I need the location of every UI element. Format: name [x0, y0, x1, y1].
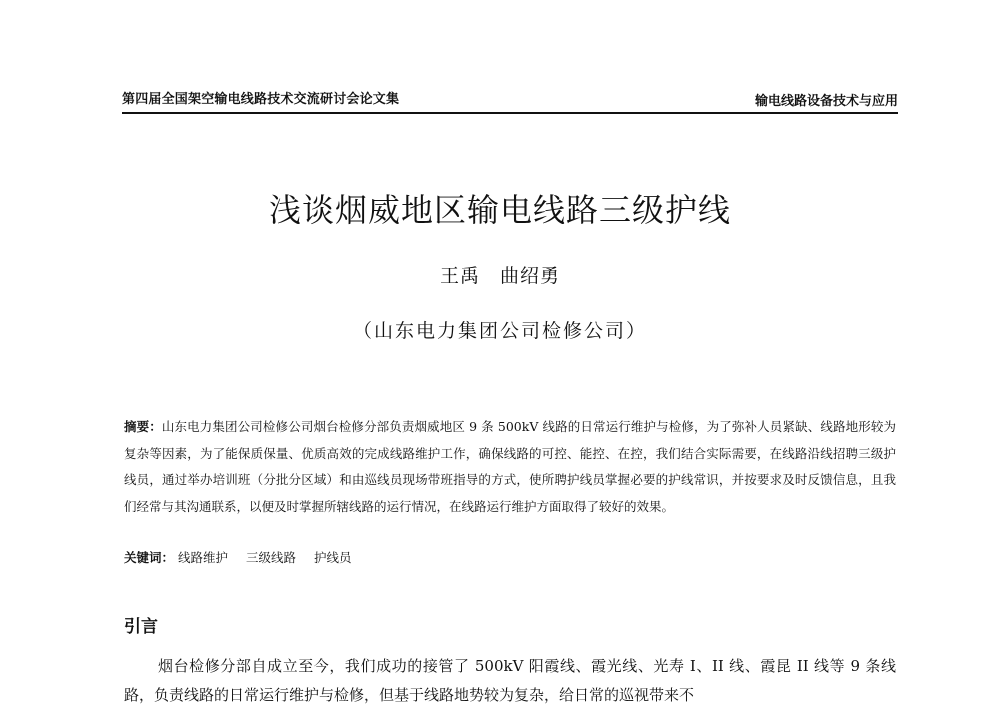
author-affiliation: （山东电力集团公司检修公司） — [352, 320, 647, 342]
abstract-text: 山东电力集团公司检修公司烟台检修分部负责烟威地区 9 条 500kV 线路的日常运行维护与检修，为了弥补人员紧缺、线路地形较为复杂等因素，为了能保质保量、优质高效的完成线路维护工作，确保线路的可控、能控、在控，我们结合实际需要，在线路沿线招聘三级护线员，通过举办培训班（分批分区域）和由巡线员现场带班指导的方式，使所聘护线员掌握必要的护线常识，并按要求及时反馈信息，且我们经常与其沟通联系，以便及时掌握所辖线路的运行情况，在线路运行维护方面取得了较好的效果。 — [124, 419, 896, 514]
abstract — [124, 414, 896, 520]
keywords-label: 关键词： — [124, 550, 175, 565]
section-heading-introduction: 引言 — [124, 617, 158, 637]
keywords — [124, 546, 896, 570]
header-section-title: 输电线路设备技术与应用 — [754, 94, 898, 109]
introduction-paragraph: 烟台检修分部自成立至今，我们成功的接管了 500kV 阳霞线、霞光线、光寿 I、II 线、霞昆 II 线等 9 条线路，负责线路的日常运行维护与检修，但基于线路地势较为复杂，给日常的巡视带来不 — [124, 657, 896, 704]
header-proceedings-title: 第四届全国架空输电线路技术交流研讨会论文集 — [122, 92, 400, 107]
abstract-label: 摘要： — [124, 419, 162, 434]
keyword-item: 护线员 — [314, 550, 352, 565]
running-header — [122, 86, 898, 114]
keyword-item: 三级线路 — [246, 550, 297, 565]
paper-title: 浅谈烟威地区输电线路三级护线 — [268, 191, 731, 229]
keyword-item: 线路维护 — [178, 550, 229, 565]
paper-authors: 王禹 曲绍勇 — [439, 265, 560, 287]
